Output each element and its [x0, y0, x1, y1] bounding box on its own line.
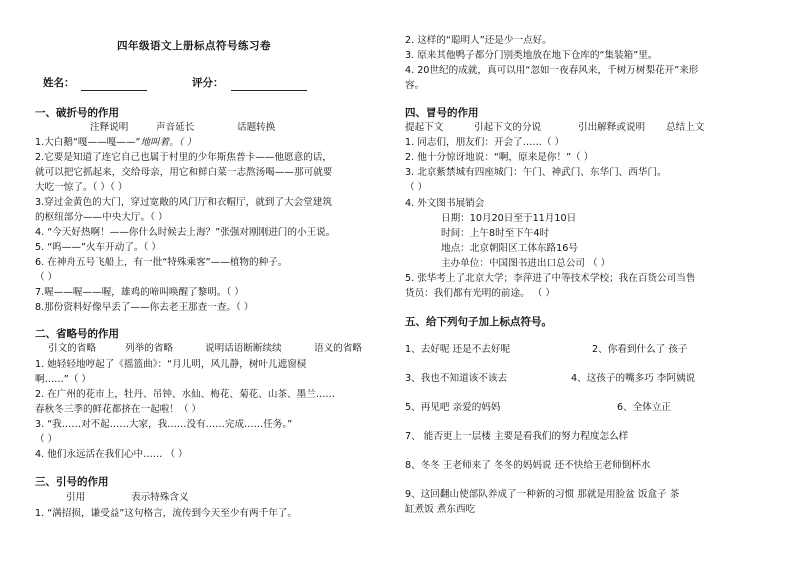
sec1-q2-line1: 2.它要是知道了连它自己也属于村里的少年斯焦普卡——他愿意的话，	[35, 152, 332, 163]
sec5-q5: 5、再见吧 亲爱的妈妈	[405, 402, 501, 413]
sec3-q3: 3. 原来其他鸭子都分门别类地放在地下仓库的“集装箱”里。	[405, 50, 658, 61]
sec5-q3: 3、我也不知道该不该去	[405, 373, 508, 384]
sec2-option: 引文的省略	[48, 343, 96, 354]
sec2-q2-line2: 春秋冬三季的鲜花都挤在一起啦！（ ）	[35, 404, 202, 415]
sec4-q4-organizer: 主办单位：中国图书进出口总公司 （ ）	[441, 258, 611, 269]
sec4-q4: 4. 外文图书展销会	[405, 198, 485, 209]
score-blank[interactable]	[231, 90, 307, 91]
sec3-q1: 1. “满招损，谦受益”这句格言，流传到今天至少有两千年了。	[35, 508, 297, 519]
section-1-heading: 一、破折号的作用	[35, 107, 119, 119]
section-3-heading: 三、引号的作用	[35, 476, 109, 488]
section-5-heading: 五、给下列句子加上标点符号。	[405, 316, 552, 328]
sec1-q8: 8.那份资料好像早丢了——你去老王那查一查。（ ）	[35, 302, 254, 313]
sec5-q8: 8、冬冬 王老师来了 冬冬的妈妈说 还不快给王老师倒杯水	[405, 460, 651, 471]
sec4-option: 引起下文的分说	[474, 122, 542, 133]
sec3-q4-line1: 4. 20世纪的成就，真可以用“忽如一夜春风来，千树万树梨花开”来形	[405, 65, 699, 76]
section-2-heading: 二、省略号的作用	[35, 328, 119, 340]
sec5-q9-line2: 缸煮饭 煮东西吃	[405, 504, 476, 515]
sec1-q3-line2: 的枢纽部分——中央大厅。（ ）	[35, 212, 168, 223]
sec4-q4-time: 时间：上午8时至下午4时	[441, 228, 550, 239]
sec4-q3-line2: （ ）	[405, 182, 428, 193]
sec1-q3-line1: 3.穿过金黄色的大门，穿过宽敞的风门厅和衣帽厅，就到了大会堂建筑	[35, 197, 332, 208]
sec4-option: 提起下文	[405, 122, 444, 133]
sec4-q2: 2. 他十分惊讶地说：“啊，原来是你！”（ ）	[405, 152, 594, 163]
sec2-q1-line2: 啊……”（ ）	[35, 374, 91, 385]
sec1-q5: 5. “呜——”火车开动了。（ ）	[35, 242, 161, 253]
sec1-q2-line2: 就可以把它抓起来，交给母亲，用它和鲜白菜一志熬汤喝——那可就要	[35, 167, 333, 178]
sec4-q5-line2: 货员：我们都有光明的前途。 （ ）	[405, 288, 556, 299]
sec2-option: 语义的省略	[314, 343, 362, 354]
score-label: 评分：	[192, 77, 224, 89]
sec5-q2: 2、你看到什么了 孩子	[592, 344, 688, 355]
sec1-option: 话题转换	[237, 122, 276, 133]
sec2-option: 说明话语断断续续	[205, 343, 282, 354]
page-title: 四年级语文上册标点符号练习卷	[117, 40, 271, 52]
sec4-option: 引出解释或说明	[578, 122, 646, 133]
sec4-q5-line1: 5. 张华考上了北京大学；李萍进了中等技术学校；我在百货公司当售	[405, 273, 696, 284]
sec4-q3-line1: 3. 北京紫禁城有四座城门：午门、神武门、东华门、西华门。	[405, 167, 667, 178]
sec5-q7: 7、 能否更上一层楼 主要是看我们的努力程度怎么样	[405, 431, 629, 442]
sec5-q6: 6、全体立正	[617, 402, 672, 413]
sec1-q6-line1: 6. 在神舟五号飞船上，有一批“特殊乘客”——植物的种子。	[35, 257, 288, 268]
sec5-q4: 4、这孩子的嘴多巧 李阿姨说	[571, 373, 696, 384]
sec2-q2-line1: 2. 在广州的花市上，牡丹、吊钟、水仙、梅花、菊花、山茶、墨兰……	[35, 389, 336, 400]
sec1-q2-line3: 大吃一惊了。（ ）（ ）	[35, 182, 128, 193]
sec1-option: 声音延长	[156, 122, 195, 133]
sec5-q1: 1、去好呢 还是不去好呢	[405, 344, 511, 355]
sec3-q4-line2: 容。	[405, 80, 425, 91]
sec4-q4-date: 日期：10月20日至于11月10日	[441, 213, 577, 224]
sec3-option: 表示特殊含义	[131, 492, 189, 503]
name-blank[interactable]	[81, 90, 147, 91]
sec1-q1: 1.大白鹅“嘎——嘎——”地叫着。（ ）	[35, 137, 197, 148]
sec2-q3-line1: 3. “我……对不起……大家，我……没有……完成……任务。”	[35, 419, 293, 430]
sec1-q4: 4. “今天好热啊！——你什么时候去上海？”张强对刚刚进门的小王说。	[35, 227, 336, 238]
sec4-q1: 1. 同志们，朋友们：开会了……（ ）	[405, 137, 565, 148]
sec1-q7: 7.喔——喔——喔，雄鸡的啼叫唤醒了黎明。（ ）	[35, 287, 244, 298]
sec1-option: 注释说明	[90, 122, 129, 133]
sec1-q6-line2: （ ）	[35, 272, 58, 283]
section-4-heading: 四、冒号的作用	[405, 107, 479, 119]
sec4-option: 总结上文	[666, 122, 705, 133]
sec3-q2: 2. 这样的“聪明人”还是少一点好。	[405, 35, 552, 46]
sec4-q4-place: 地点：北京朝阳区工体东路16号	[441, 243, 578, 254]
sec2-q3-line2: （ ）	[35, 434, 58, 445]
sec2-option: 列举的省略	[125, 343, 173, 354]
sec5-q9-line1: 9、这回翻山使部队养成了一种新的习惯 那就是用脸盆 饭盒子 茶	[405, 489, 680, 500]
sec2-q4: 4. 他们永远活在我们心中…… （ ）	[35, 449, 188, 460]
name-label: 姓名：	[43, 77, 75, 89]
sec3-option: 引用	[66, 492, 86, 503]
sec2-q1-line1: 1. 她轻轻地哼起了《摇篮曲》：“月儿明，风儿静，树叶儿遮窗棂	[35, 359, 307, 370]
